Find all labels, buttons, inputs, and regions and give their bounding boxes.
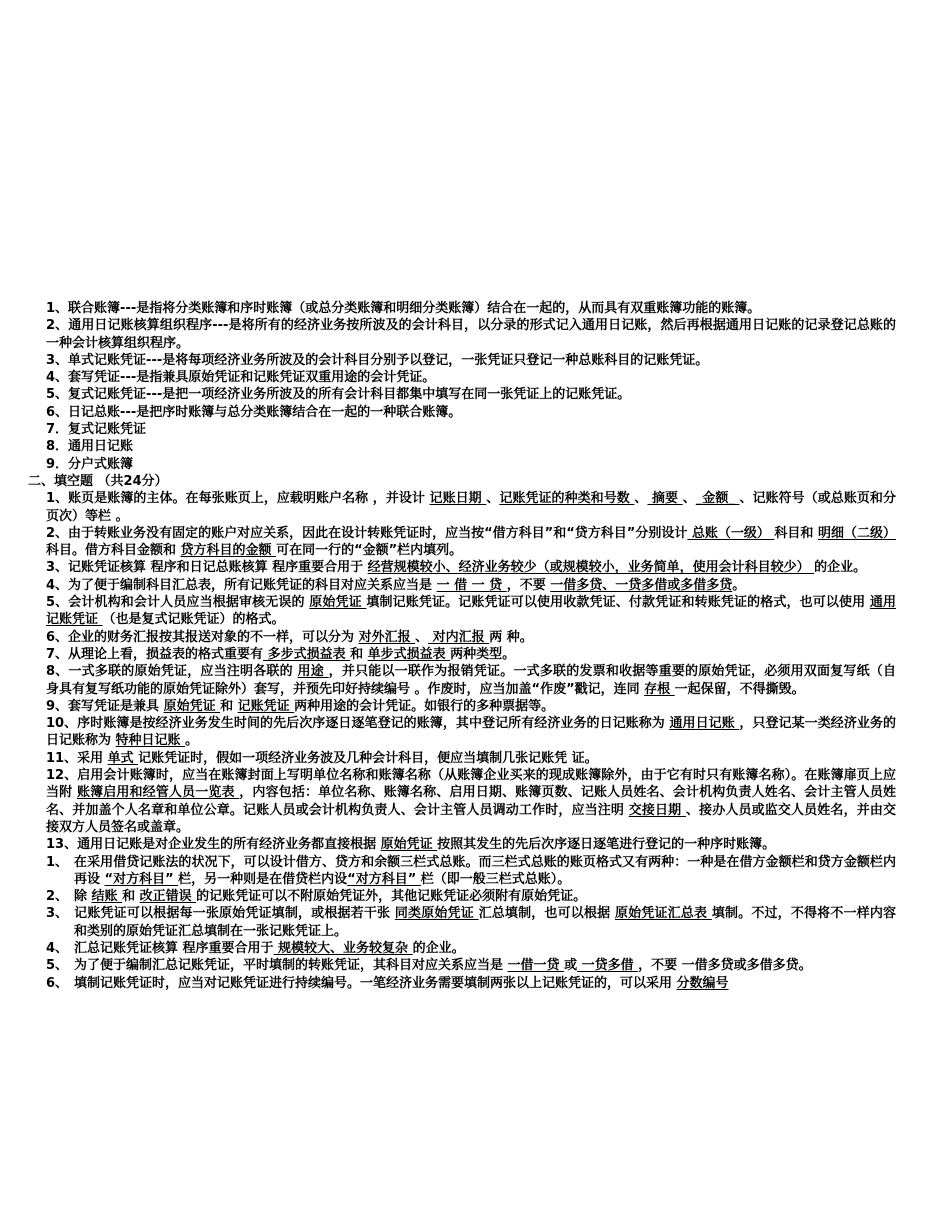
question-text: ，不要 一借多贷或多借多贷。 (638, 958, 812, 974)
definition-item: 5、复式记账凭证---是把一项经济业务所波及的所有会计科目都集中填写在同一张凭证上的记账凭证。 (46, 387, 631, 403)
fill-in-item (46, 750, 896, 767)
section-heading-fill-in: 二、填空题 （共24分） (28, 473, 168, 489)
answer-blank: 对外汇报 (358, 629, 416, 645)
question-text: 一起保留，不得撕毁。 (674, 681, 805, 697)
answer-blank: 一借一贷 (507, 958, 565, 974)
fill-in-item (46, 663, 896, 698)
question-text: 、 (415, 629, 429, 645)
question-text: 2、由于转账业务没有固定的账户对应关系，因此在设计转账凭证时，应当按“借方科目”和“贷方科目”分别设计 (46, 525, 688, 541)
answer-blank: 记账日期 (429, 491, 487, 507)
answer-blank: 存根 (644, 681, 675, 697)
question-text: 9、套写凭证是兼具 (46, 698, 164, 714)
question-text: 在采用借贷记账法的状况下，可以设计借方、贷方和余额三栏式总账。而三栏式总账的账页格式又有两种：一种是在借方金额栏和贷方金额栏内再设 (74, 854, 896, 887)
question-text: 和 (220, 698, 238, 714)
question-text: 栏（即一般三栏式总账）。 (420, 871, 571, 887)
fill-in-item-numbered (46, 957, 896, 974)
question-text: 5、会计机构和会计人员应当根据审核无误的 (46, 595, 310, 611)
item-number: 3、 (46, 906, 69, 922)
question-text: 记账凭证可以根据每一张原始凭证填制，或根据若干张 (74, 906, 395, 922)
answer-blank: 贷方科目的金额 (180, 543, 277, 559)
question-text: 科目。借方科目金额和 (46, 543, 181, 559)
question-text: 13、通用日记账是对企业发生的所有经济业务都直接根据 (46, 837, 381, 853)
answer-blank: 特种日记账 (115, 733, 186, 749)
question-text: 7、从理论上看，损益表的格式重要有 (46, 646, 264, 662)
question-text: 两 种。 (489, 629, 533, 645)
fill-in-item-numbered (46, 975, 896, 992)
question-text: 、记账符号（或总账页和分页次）等栏 。 (46, 491, 896, 524)
fill-in-item (46, 767, 896, 836)
answer-blank: 规模较大、业务较复杂 (273, 940, 413, 956)
answer-blank: “对方科目” (104, 871, 179, 887)
question-text: 和 (122, 889, 140, 905)
question-text: 汇总填制，也可以根据 (478, 906, 615, 922)
answer-blank: 账簿启用和经管人员一览表 (76, 785, 240, 801)
question-text: 8、一式多联的原始凭证，应当注明各联的 (46, 664, 298, 680)
question-text: 为了便于编制汇总记账凭证，平时填制的转账凭证，其科目对应关系应当是 (74, 958, 508, 974)
definitions-list (46, 300, 896, 473)
answer-blank: 同类原始凭证 (394, 906, 479, 922)
question-text: 。 (185, 733, 199, 749)
fill-in-list (46, 490, 896, 853)
question-text: ，并只能以一联作为报销凭证。一式多联的发票和收据等重要的原始凭证，必须用双面复写纸（自身具有复写纸功能的原始凭证除外）套写，并预先印好持续编号 。作废时，应当加盖“作废”戳记，连同 (46, 664, 896, 697)
item-number: 6、 (46, 975, 69, 991)
question-text: 的企业。 (814, 560, 867, 576)
question-text: 的企业。 (412, 940, 465, 956)
question-text: 、 (634, 491, 648, 507)
answer-blank: 总账（一级） (687, 525, 775, 541)
answer-blank: 改正错误 (139, 889, 197, 905)
question-text: 可在同一行的“金额”栏内填列。 (276, 543, 463, 559)
question-text: 或 (564, 958, 578, 974)
item-number: 1、 (46, 854, 69, 870)
document-content (28, 300, 897, 992)
answer-blank: “对方科目” (347, 871, 421, 887)
question-text: 除 (74, 889, 92, 905)
question-text: 两种类型。 (450, 646, 516, 662)
fill-in-item (46, 836, 896, 853)
answer-blank: 摘要 (647, 491, 683, 507)
question-text: 3、记账凭证核算 程序和日记总账核算 程序重要合用于 (46, 560, 368, 576)
question-text: 12、启用会计账簿时，应当在账簿封面上写明单位名称和账簿名称（从账簿企业买来的现成账簿除外，由于它有时只有账簿名称）。在账簿扉页上应当附 (46, 768, 896, 801)
answer-blank: 原始凭证 (380, 837, 438, 853)
question-text: 。 (732, 577, 746, 593)
fill-in-list-continued (46, 854, 896, 992)
answer-blank: 一 借 一 贷 (436, 577, 507, 593)
answer-blank: 一贷多借 (577, 958, 639, 974)
question-text: 4、为了便于编制科目汇总表，所有记账凭证的科目对应关系应当是 (46, 577, 437, 593)
question-text: 10、序时账簿是按经济业务发生时间的先后次序逐日逐笔登记的账簿，其中登记所有经济业务的日记账称为 (46, 716, 670, 732)
question-text: 6、企业的财务汇报按其报送对象的不一样，可以分为 (46, 629, 359, 645)
answer-blank: 原始凭证 (163, 698, 221, 714)
answer-blank: 对内汇报 (428, 629, 490, 645)
question-text: 1、账页是账簿的主体。在每张账页上，应载明账户名称 ，并设计 (46, 491, 430, 507)
answer-blank: 单式 (107, 750, 139, 766)
question-text: 记账凭证时，假如一项经济业务波及几种会计科目，便应当填制几张记账凭 证。 (138, 750, 598, 766)
answer-blank: 原始凭证 (309, 595, 367, 611)
question-text: 的记账凭证可以不附原始凭证外，其他记账凭证必须附有原始凭证。 (196, 889, 587, 905)
fill-in-item (46, 629, 896, 646)
question-text: 汇总记账凭证核算 程序重要合用于 (74, 940, 274, 956)
answer-blank: 多步式损益表 (263, 646, 351, 662)
question-text: 两种用途的会计凭证。如银行的多种票据等。 (294, 698, 555, 714)
question-text: 按照其发生的先后次序逐日逐笔进行登记的一种序时账簿。 (437, 837, 776, 853)
fill-in-item (46, 525, 896, 560)
fill-in-item (46, 490, 896, 525)
answer-blank: 通用日记账 (669, 716, 740, 732)
answer-blank: 记账凭证 (237, 698, 295, 714)
question-text: ，只登记某一类经济业务的日记账称为 (46, 716, 896, 749)
question-text: ，内容包括：单位名称、账簿名称、启用日期、账簿页数、记账人员姓名、会计机构负责人姓名、会计主管人员姓名、并加盖个人名章和单位公章。记账人员或会计机构负责人、会计主管人员调动工作时，应当注明 (46, 785, 896, 818)
fill-in-item (46, 715, 896, 750)
question-text: （也是复式记账凭证）的格式。 (102, 612, 285, 628)
answer-blank: 一借多贷、一贷多借或多借多贷 (550, 577, 733, 593)
item-number: 4、 (46, 940, 69, 956)
answer-blank: 原始凭证汇总表 (614, 906, 712, 922)
fill-in-item-numbered (46, 940, 896, 957)
question-text: 、 (486, 491, 500, 507)
fill-in-item (46, 698, 896, 715)
answer-blank: 记账凭证的种类和号数 (499, 491, 635, 507)
definition-item: 4、套写凭证---是指兼具原始凭证和记账凭证双重用途的会计凭证。 (46, 370, 436, 386)
answer-blank: 用途 (297, 664, 329, 680)
definition-item: 1、联合账簿---是指将分类账簿和序时账簿（或总分类账簿和明细分类账簿）结合在一起的，从而具有双重账簿功能的账簿。 (46, 301, 761, 316)
definition-item: 9．分户式账簿 (46, 456, 134, 472)
question-text: ，不要 (506, 577, 551, 593)
question-text: 、_ (682, 491, 703, 507)
fill-in-item-numbered (46, 905, 896, 940)
answer-blank: 交接日期 (628, 802, 686, 818)
answer-blank: 分数编号 (676, 975, 729, 991)
fill-in-item (46, 577, 896, 594)
question-text: 科目和 (774, 525, 818, 541)
question-text: 11、采用 (46, 750, 108, 766)
item-number: 5、 (46, 958, 69, 974)
answer-blank: 通用记账凭证 (46, 595, 897, 628)
definition-item: 6、日记总账---是把序时账簿与总分类账簿结合在一起的一种联合账簿。 (46, 404, 462, 420)
question-text: 填制记账凭证时，应当对记账凭证进行持续编号。一笔经济业务需要填制两张以上记账凭证的，可以采用 (74, 975, 677, 991)
question-text: 填制记账凭证。记账凭证可以使用收款凭证、付款凭证和转账凭证的格式，也可以使用 (366, 595, 870, 611)
question-text: 栏，另一种则是在借贷栏内设 (178, 871, 348, 887)
question-text: 填制。不过，不得将不一样内容和类别的原始凭证汇总填制在一张记账凭证上。 (74, 906, 897, 939)
question-text: 、接办人员或监交人员姓名，并由交接双方人员签名或盖章。 (46, 802, 896, 835)
definition-item: 8．通用日记账 (46, 439, 134, 455)
answer-blank: 单步式损益表 (367, 646, 451, 662)
answer-blank: 金额_ (702, 491, 740, 507)
fill-in-item (46, 594, 896, 629)
fill-in-item (46, 559, 896, 576)
fill-in-item (46, 646, 896, 663)
answer-blank: 结账 (91, 889, 123, 905)
item-number: 2、 (46, 889, 69, 905)
definition-item: 2、通用日记账核算组织程序---是将所有的经济业务按所波及的会计科目，以分录的形式记入通用日记账，然后再根据通用日记账的记录登记总账的一种会计核算组织程序。 (46, 318, 896, 351)
fill-in-item-numbered (46, 888, 896, 905)
question-text: 和 (350, 646, 368, 662)
fill-in-item-numbered (46, 854, 896, 889)
definition-item: 7．复式记账凭证 (46, 422, 147, 438)
answer-blank: 明细（二级） (817, 525, 896, 541)
answer-blank: 经营规模较小、经济业务较少（或规模较小，业务简单，使用会计科目较少） (367, 560, 815, 576)
definition-item: 3、单式记账凭证---是将每项经济业务所波及的会计科目分别予以登记，一张凭证只登记一种总账科目的记账凭证。 (46, 352, 709, 368)
